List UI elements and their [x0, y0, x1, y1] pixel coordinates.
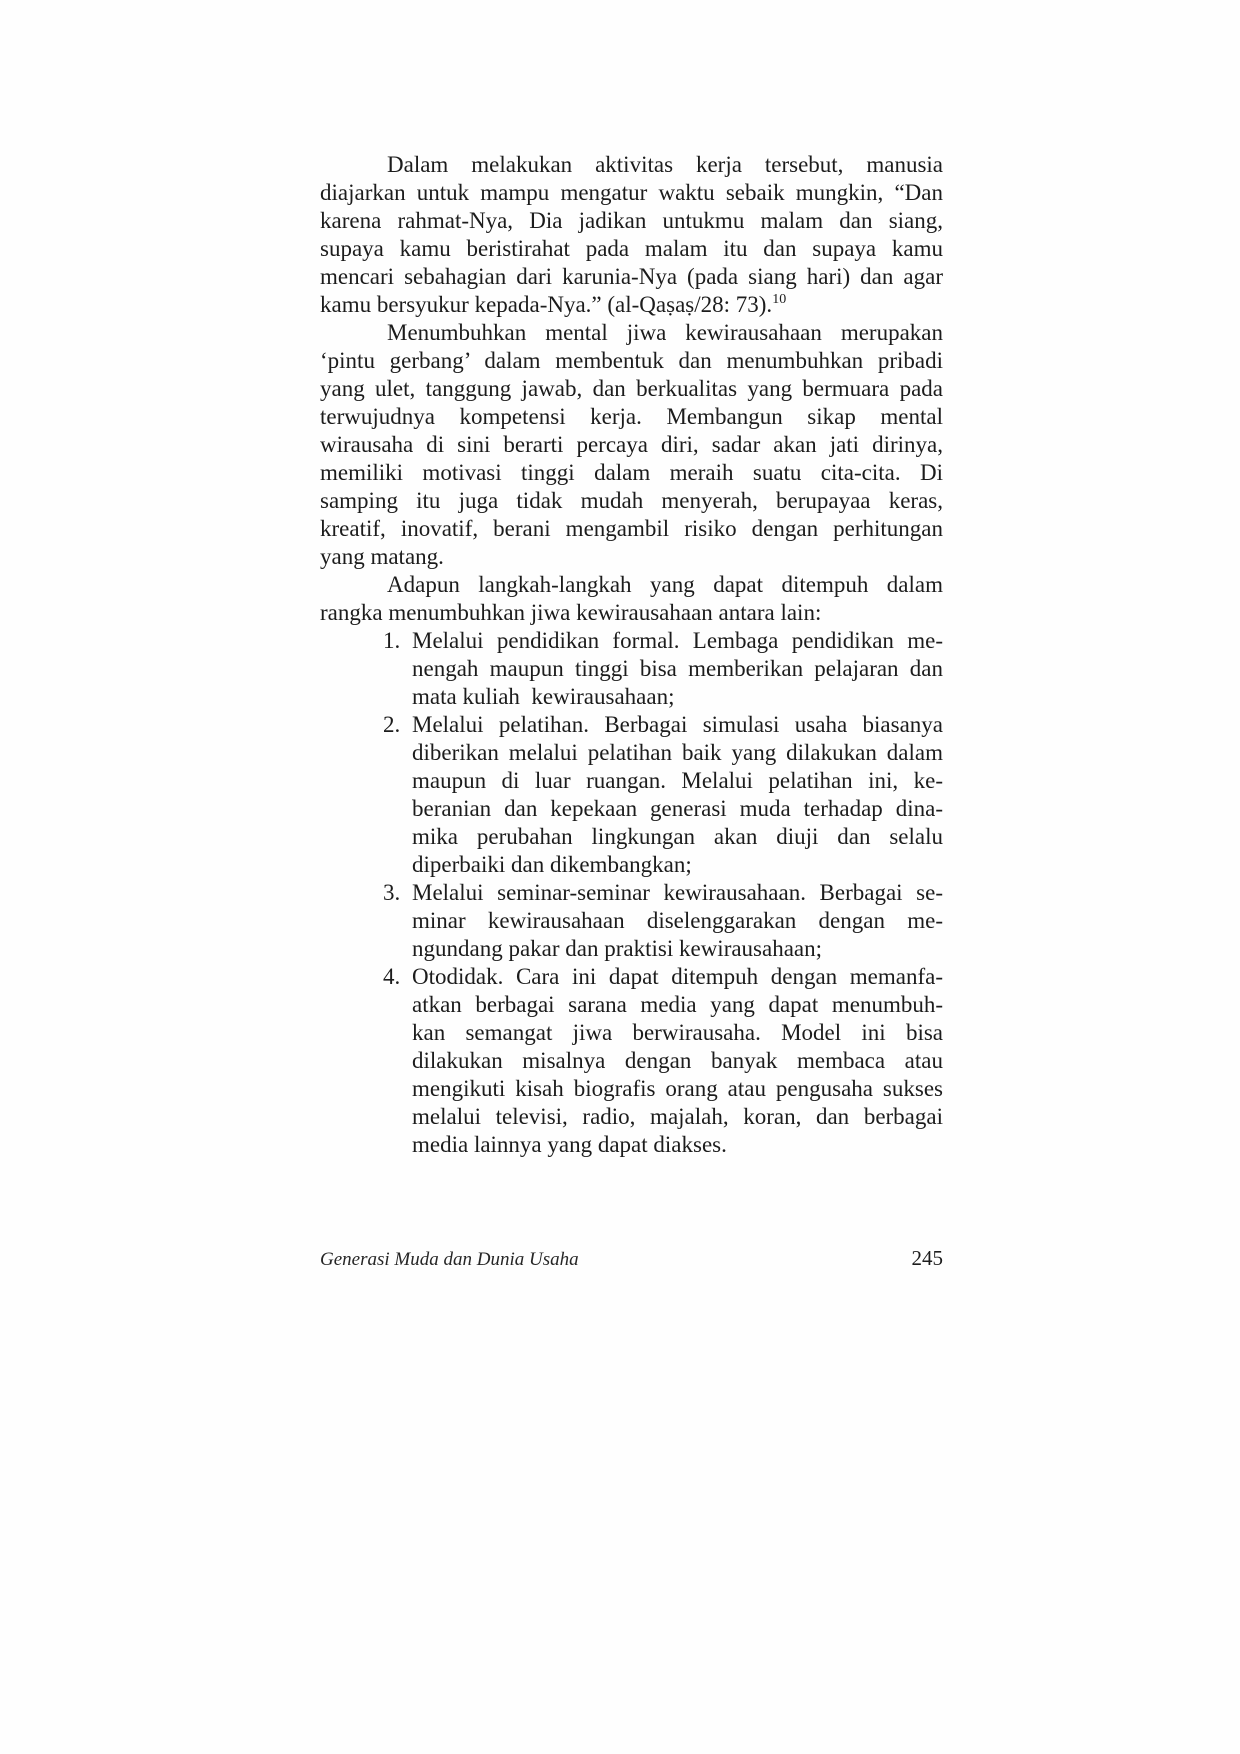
paragraph-mental-entrepreneurship [320, 319, 943, 571]
running-title: Generasi Muda dan Dunia Usaha [320, 1249, 579, 1270]
quran-citation: kamu bersyukur kepada-Nya.” (al-Qaṣaṣ/28: 73). [320, 292, 773, 317]
text-line: Menumbuhkan mental jiwa kewirausahaan merupakan [387, 320, 943, 345]
list-number: 1. [383, 628, 401, 653]
list-item-formal-education [383, 627, 943, 711]
text-line: kreatif, inovatif, berani mengambil risiko dengan perhitungan [320, 516, 943, 541]
text-line: Melalui pelatihan. Berbagai simulasi usaha biasanya [412, 712, 943, 737]
text-line: rangka menumbuhkan jiwa kewirausahaan antara lain: [320, 600, 822, 625]
list-number: 4. [383, 964, 401, 989]
text-line: melalui televisi, radio, majalah, koran, dan berbagai [412, 1104, 943, 1129]
text-line [320, 291, 943, 319]
paragraph-steps-intro [320, 571, 943, 627]
text-line: wirausaha di sini berarti percaya diri, sadar akan jati dirinya, [320, 432, 943, 457]
text-line: media lainnya yang dapat diakses. [412, 1132, 727, 1157]
text-line: mengikuti kisah biografis orang atau pengusaha sukses [412, 1076, 943, 1101]
text-line: memiliki motivasi tinggi dalam meraih suatu cita-cita. Di [320, 460, 943, 485]
text-line: yang ulet, tanggung jawab, dan berkualitas yang bermuara pada [320, 376, 943, 401]
text-line: ngundang pakar dan praktisi kewirausahaan; [412, 936, 823, 961]
text-line: karena rahmat-Nya, Dia jadikan untukmu malam dan siang, [320, 208, 943, 233]
footnote-reference: 10 [772, 292, 787, 307]
page-number: 245 [911, 1246, 943, 1270]
text-line: supaya kamu beristirahat pada malam itu dan supaya kamu [320, 236, 943, 261]
numbered-list [320, 627, 943, 1159]
paragraph-work-activity [320, 151, 943, 319]
text-line: mika perubahan lingkungan akan diuji dan selalu [412, 824, 943, 849]
text-line: beranian dan kepekaan generasi muda terhadap dina- [412, 796, 943, 821]
list-number: 3. [383, 880, 401, 905]
list-item-self-taught [383, 963, 943, 1159]
text-line: Melalui seminar-seminar kewirausahaan. Berbagai se- [412, 880, 943, 905]
text-line: kan semangat jiwa berwirausaha. Model ini bisa [412, 1020, 943, 1045]
text-line: Adapun langkah-langkah yang dapat ditempuh dalam [387, 572, 943, 597]
text-line: Melalui pendidikan formal. Lembaga pendidikan me- [412, 628, 943, 653]
text-line: terwujudnya kompetensi kerja. Membangun sikap mental [320, 404, 943, 429]
list-item-training [383, 711, 943, 879]
text-line: mata kuliah kewirausahaan; [412, 684, 675, 709]
text-line: diberikan melalui pelatihan baik yang dilakukan dalam [412, 740, 943, 765]
text-line: ‘pintu gerbang’ dalam membentuk dan menumbuhkan pribadi [320, 348, 943, 373]
text-line: yang matang. [320, 544, 444, 569]
text-line: diajarkan untuk mampu mengatur waktu sebaik mungkin, “Dan [320, 180, 943, 205]
text-line: mencari sebahagian dari karunia-Nya (pada siang hari) dan agar [320, 264, 943, 289]
text-line: Otodidak. Cara ini dapat ditempuh dengan memanfa- [412, 964, 943, 989]
list-number: 2. [383, 712, 401, 737]
text-line: atkan berbagai sarana media yang dapat menumbuh- [412, 992, 943, 1017]
text-line: maupun di luar ruangan. Melalui pelatihan ini, ke- [412, 768, 943, 793]
text-line: Dalam melakukan aktivitas kerja tersebut, manusia [387, 152, 943, 177]
text-line: diperbaiki dan dikembangkan; [412, 852, 692, 877]
text-line: minar kewirausahaan diselenggarakan dengan me- [412, 908, 943, 933]
text-line: samping itu juga tidak mudah menyerah, berupayaa keras, [320, 488, 943, 513]
list-item-seminars [383, 879, 943, 963]
text-line: dilakukan misalnya dengan banyak membaca atau [412, 1048, 943, 1073]
page-footer [320, 1246, 943, 1271]
body-text [320, 151, 943, 1159]
text-line: nengah maupun tinggi bisa memberikan pelajaran dan [412, 656, 943, 681]
